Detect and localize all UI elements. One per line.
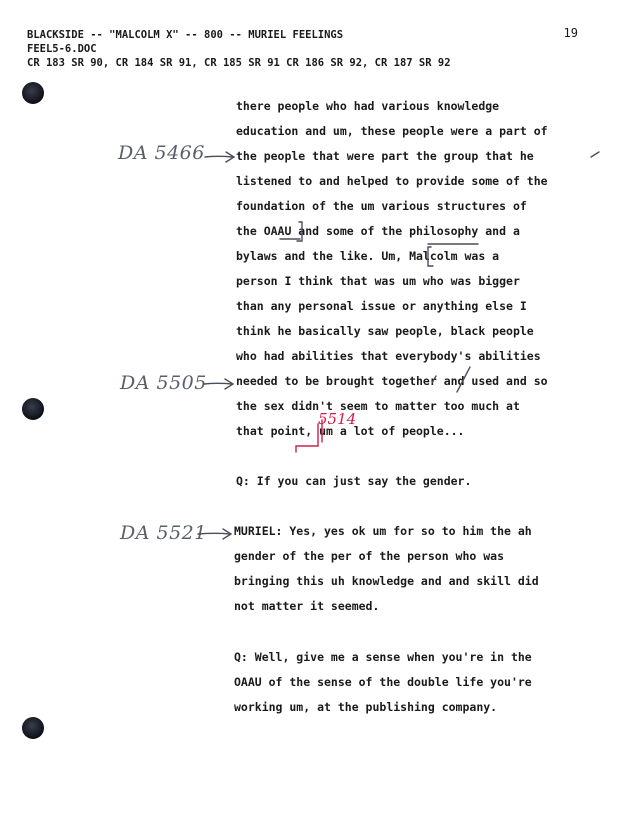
question-line: Q: If you can just say the gender. [236, 474, 472, 488]
document-header [27, 28, 451, 70]
answer-line: MURIEL: Yes, yes ok um for so to him the ah [234, 524, 532, 538]
answer-line: gender of the per of the person who was [234, 549, 505, 563]
transcript-line: bylaws and the like. Um, Malcolm was a [236, 249, 500, 263]
question-line: working um, at the publishing company. [234, 700, 498, 714]
answer-line: bringing this uh knowledge and and skill did [234, 574, 539, 588]
check-mark [591, 152, 599, 157]
transcript-line: person I think that was um who was bigger [236, 274, 520, 288]
pointer-arrow-icon [204, 383, 232, 384]
page-number: 19 [563, 26, 578, 40]
punch-hole-bottom [22, 717, 44, 739]
question-line: Q: Well, give me a sense when you're in the [234, 650, 532, 664]
transcript-line: foundation of the um various structures of [236, 199, 527, 213]
transcript-line: that point, um a lot of people... [236, 424, 465, 438]
handwritten-red-annotation: 5514 [318, 410, 357, 428]
punch-hole-middle [22, 398, 44, 420]
handwritten-da-annotation: DA 5466 [118, 142, 205, 164]
transcript-line: than any personal issue or anything else I [236, 299, 527, 313]
answer-line: not matter it seemed. [234, 599, 380, 613]
transcript-line: who had abilities that everybody's abilities [236, 349, 541, 363]
transcript-line: the OAAU and some of the philosophy and a [236, 224, 520, 238]
handwritten-da-annotation: DA 5521 [120, 522, 207, 544]
transcript-line: needed to be brought together and used and so [236, 374, 548, 388]
transcript-line: there people who had various knowledge [236, 99, 500, 113]
punch-hole-top [22, 82, 44, 104]
header-camera-roll-list: CR 183 SR 90, CR 184 SR 91, CR 185 SR 91 CR 186 SR 92, CR 187 SR 92 [27, 57, 451, 69]
transcript-line: listened to and helped to provide some of the [236, 174, 548, 188]
question-line: OAAU of the sense of the double life you're [234, 675, 532, 689]
transcript-line: education and um, these people were a part of [236, 124, 548, 138]
handwritten-da-annotation: DA 5505 [120, 372, 207, 394]
transcript-line: the people that were part the group that he [236, 149, 534, 163]
pointer-arrow-icon [205, 156, 233, 157]
header-title: BLACKSIDE -- "MALCOLM X" -- 800 -- MURIEL FEELINGS [27, 29, 344, 41]
transcript-line: think he basically saw people, black people [236, 324, 534, 338]
header-filename: FEEL5-6.DOC [27, 43, 97, 55]
transcript-line: the sex didn't seem to matter too much at [236, 399, 520, 413]
